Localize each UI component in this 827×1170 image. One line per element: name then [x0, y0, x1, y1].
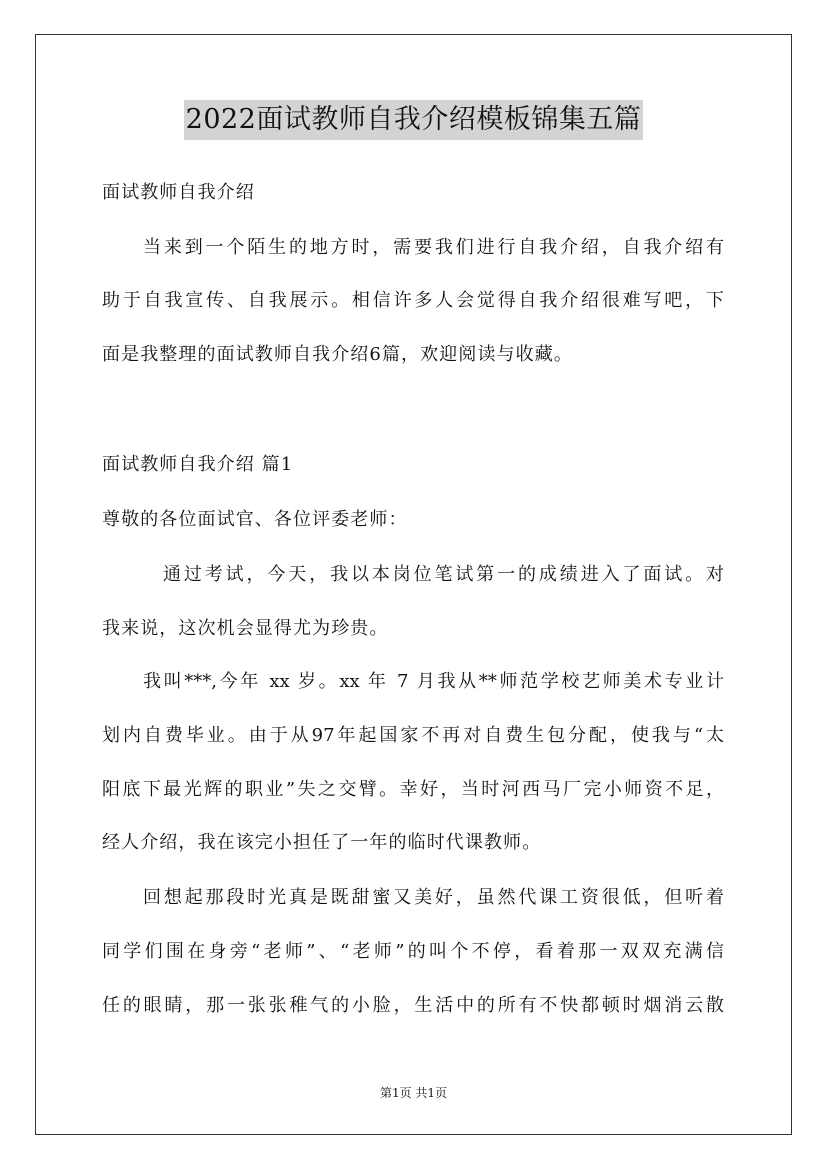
paragraph-line: 任的眼睛，那一张张稚气的小脸，生活中的所有不快都顿时烟消云散: [102, 995, 724, 1016]
article-heading: 面试教师自我介绍 篇1: [102, 454, 294, 475]
paragraph-line: 阳底下最光辉的职业”失之交臂。幸好，当时河西马厂完小师资不足，: [102, 779, 724, 800]
intro-line-1: 当来到一个陌生的地方时，需要我们进行自我介绍，自我介绍有: [143, 237, 724, 258]
paragraph-line: 回想起那段时光真是既甜蜜又美好，虽然代课工资很低，但听着: [143, 887, 724, 908]
title-wrap: [0, 100, 827, 140]
document-title: 2022面试教师自我介绍模板锦集五篇: [184, 100, 644, 140]
section-heading: 面试教师自我介绍: [102, 182, 255, 203]
intro-line-2: 助于自我宣传、自我展示。相信许多人会觉得自我介绍很难写吧，下: [102, 290, 724, 311]
page-number-footer: 第1页 共1页: [379, 1086, 448, 1100]
paragraph-line: 经人介绍，我在该完小担任了一年的临时代课教师。: [102, 832, 542, 853]
paragraph-line: 同学们围在身旁“老师”、“老师”的叫个不停，看着那一双双充满信: [102, 941, 724, 962]
paragraph-line: 我来说，这次机会显得尤为珍贵。: [102, 618, 389, 639]
salutation: 尊敬的各位面试官、各位评委老师：: [102, 509, 408, 530]
paragraph-line: 我叫***,今年 xx 岁。xx 年 7 月我从**师范学校艺师美术专业计: [143, 671, 724, 692]
paragraph-line: 划内自费毕业。由于从97年起国家不再对自费生包分配，使我与“太: [102, 725, 724, 746]
paragraph-line: 通过考试，今天，我以本岗位笔试第一的成绩进入了面试。对: [163, 564, 724, 585]
intro-line-3: 面是我整理的面试教师自我介绍6篇，欢迎阅读与收藏。: [102, 344, 573, 365]
